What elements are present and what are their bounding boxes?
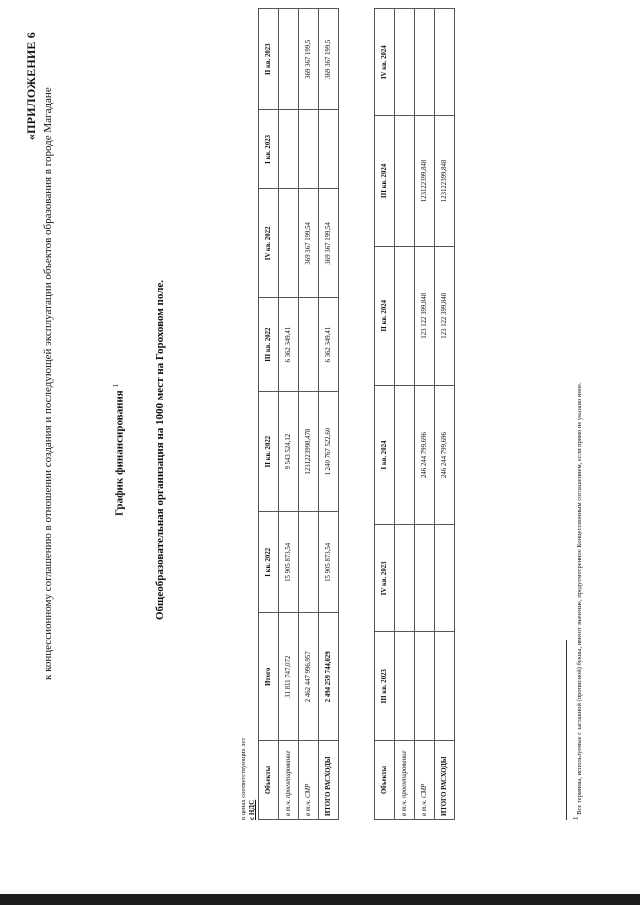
table-cell <box>279 189 299 298</box>
object-title: Общеобразовательная организация на 1000 мест на Гороховом поле. <box>154 279 166 621</box>
table-cell: 15 905 873,54 <box>319 512 339 613</box>
row-label: в т.ч. проектирование <box>395 741 415 820</box>
schedule-title <box>112 20 126 880</box>
table-cell <box>299 512 319 613</box>
table-cell: 123 122 399,848 <box>415 246 435 385</box>
table-row <box>279 9 299 820</box>
footnote <box>572 382 583 820</box>
table-cell <box>299 298 319 392</box>
table-header-cell: III кв. 2023 <box>375 632 395 741</box>
table-header-cell: III кв. 2024 <box>375 116 395 246</box>
table-cell <box>415 632 435 741</box>
table-header-cell: I кв. 2023 <box>259 110 279 189</box>
row-label: ИТОГО РАСХОДЫ <box>319 741 339 820</box>
table-header-row <box>259 9 279 820</box>
appendix-title: «ПРИЛОЖЕНИЕ 6 <box>24 32 38 141</box>
table-cell: 2 494 259 744,029 <box>319 613 339 741</box>
table-cell: 6 362 349,41 <box>319 298 339 392</box>
table-cell: 2 462 447 996,957 <box>299 613 319 741</box>
row-label: в т.ч. СМР <box>415 741 435 820</box>
row-label: в т.ч. СМР <box>299 741 319 820</box>
table-header-cell: III кв. 2022 <box>259 298 279 392</box>
table-cell <box>435 9 455 116</box>
table-header-cell: Объекты <box>375 741 395 820</box>
document-page <box>24 20 624 880</box>
table-cell: 31 811 747,072 <box>279 613 299 741</box>
prices-note-line1: в ценах соответствующих лет <box>240 737 247 820</box>
table-cell <box>395 116 415 246</box>
prices-note-line2: с НДС <box>248 799 256 820</box>
footnote-mark: 1 <box>572 816 580 820</box>
document-subtitle: к концессионному соглашению в отношении создания и последующей эксплуатации объектов образования в городе Магадане <box>42 87 54 680</box>
table-cell: 123122399,848 <box>415 116 435 246</box>
table-cell <box>319 110 339 189</box>
table-cell: 6 362 349,41 <box>279 298 299 392</box>
table-cell: 369 367 199,5 <box>299 9 319 110</box>
table-cell <box>395 385 415 524</box>
footnote-mark: 1 <box>112 384 120 388</box>
table-header-cell: II кв. 2022 <box>259 392 279 512</box>
table-row-total <box>319 9 339 820</box>
table-cell: 369 367 199,54 <box>319 189 339 298</box>
footnote-text: Все термины, используемые с заглавной (прописной) буквы, имеют значение, предусмотренное Концессионным соглашением, если прямо не указано иное. <box>576 382 584 815</box>
table-header-cell: II кв. 2024 <box>375 246 395 385</box>
table-row <box>415 9 435 820</box>
table-header-cell: IV кв. 2024 <box>375 9 395 116</box>
table-header-cell: I кв. 2022 <box>259 512 279 613</box>
table-cell <box>395 246 415 385</box>
table-header-cell: Объекты <box>259 741 279 820</box>
scan-edge <box>0 894 640 905</box>
table-cell: 123122399,848 <box>435 116 455 246</box>
table-cell <box>435 632 455 741</box>
table-header-cell: I кв. 2024 <box>375 385 395 524</box>
table-cell <box>279 110 299 189</box>
table-cell: 246 244 799,696 <box>435 385 455 524</box>
table-header-cell: Итого <box>259 613 279 741</box>
table-row <box>299 9 319 820</box>
table-header-row <box>375 9 395 820</box>
table-cell: 9 543 524,12 <box>279 392 299 512</box>
table-row-total <box>435 9 455 820</box>
table-header-cell: IV кв. 2022 <box>259 189 279 298</box>
table-cell <box>299 110 319 189</box>
table-cell: 369 367 199,54 <box>299 189 319 298</box>
table-cell <box>395 525 415 632</box>
table-cell <box>415 9 435 116</box>
table-cell: 1231223998,478 <box>299 392 319 512</box>
table-cell <box>435 525 455 632</box>
table-header-cell: II кв. 2023 <box>259 9 279 110</box>
table-cell <box>395 632 415 741</box>
table-cell: 369 367 199,5 <box>319 9 339 110</box>
financing-table-2023-2024 <box>374 8 455 820</box>
table-row <box>395 9 415 820</box>
prices-note <box>240 738 256 820</box>
table-cell: 1 240 767 522,60 <box>319 392 339 512</box>
table-cell <box>415 525 435 632</box>
schedule-title-text: График финансирования <box>113 390 126 516</box>
footnote-divider <box>566 640 567 820</box>
table-cell: 15 905 873,54 <box>279 512 299 613</box>
table-header-cell: IV кв. 2023 <box>375 525 395 632</box>
table-cell: 123 122 399,848 <box>435 246 455 385</box>
financing-table-2022-2023 <box>258 8 339 820</box>
table-cell: 246 244 799,696 <box>415 385 435 524</box>
row-label: в т.ч. проектирование <box>279 741 299 820</box>
row-label: ИТОГО РАСХОДЫ <box>435 741 455 820</box>
table-cell <box>395 9 415 116</box>
table-cell <box>279 9 299 110</box>
